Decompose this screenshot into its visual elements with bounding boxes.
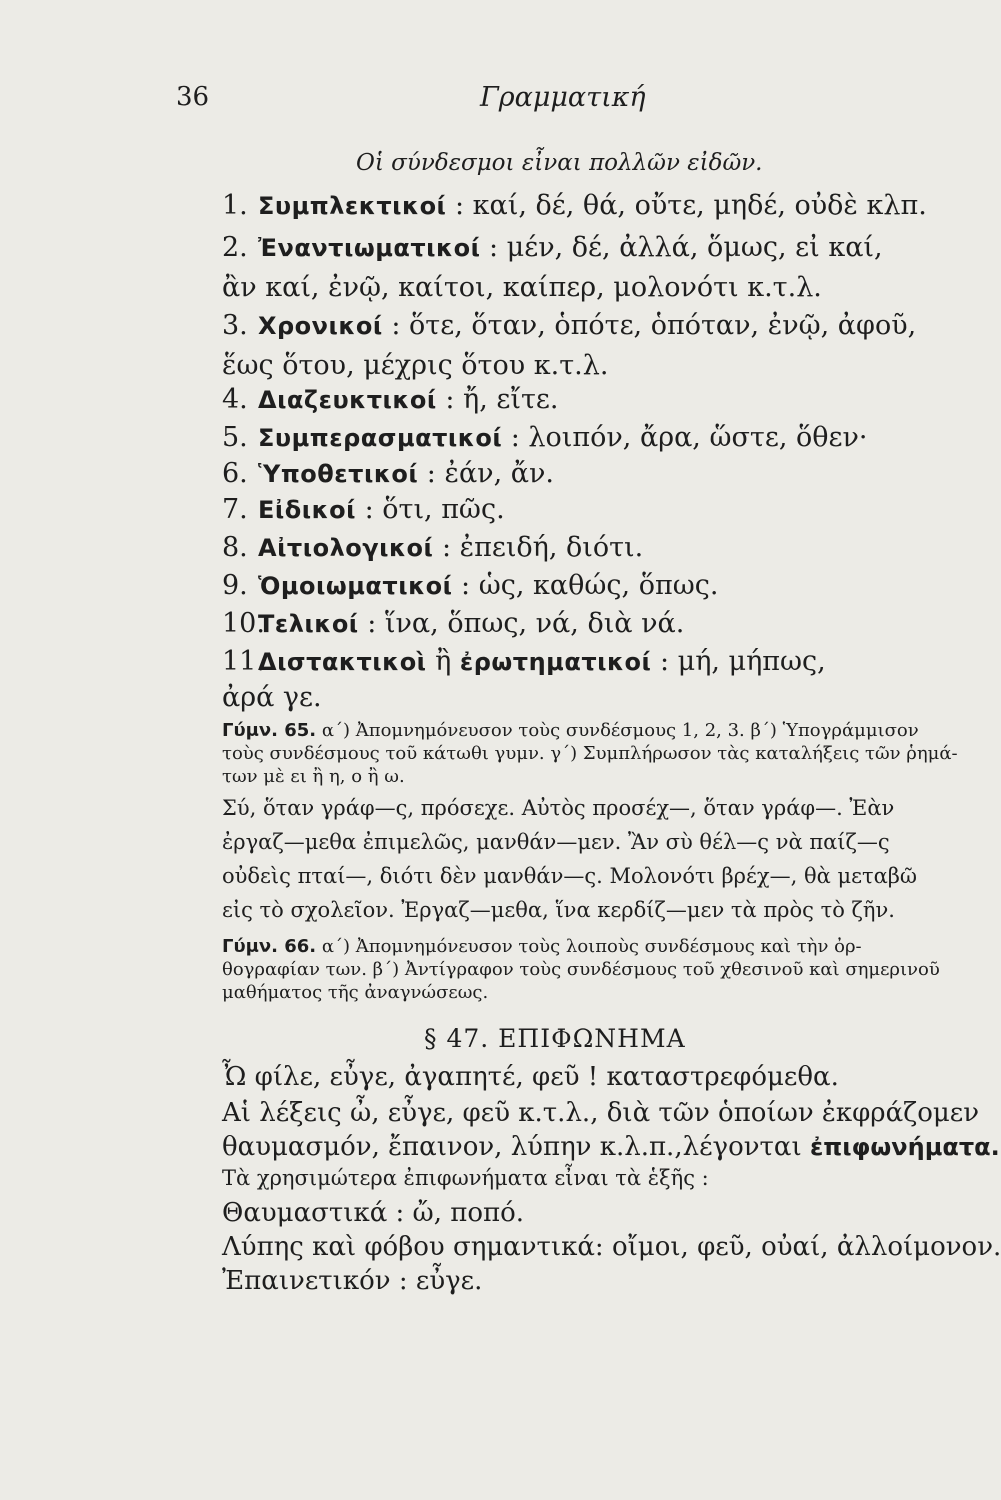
- item-term: Συμπλεκτικοί: [258, 192, 447, 220]
- body-line: [222, 1132, 1000, 1162]
- item-term-2: ἐρωτηματικοί: [459, 648, 652, 676]
- item-number: 3.: [222, 310, 248, 341]
- item-text: : μή, μήπως,: [651, 646, 826, 677]
- item-number: 4.: [222, 384, 248, 415]
- item-text: : ὡς, καθώς, ὅπως.: [452, 570, 719, 601]
- item-text: : ὅτι, πῶς.: [355, 494, 505, 525]
- item-number: 5.: [222, 422, 248, 453]
- item-number: 8.: [222, 532, 248, 563]
- exercise-label: Γύμν. 66.: [222, 936, 317, 957]
- exercise-text: α΄) Ἀπομνημόνευσον τοὺς λοιποὺς συνδέσμους καὶ τὴν ὀρ-: [316, 936, 862, 957]
- list-item: [222, 608, 684, 639]
- item-number: 6.: [222, 458, 248, 489]
- item-text: : ἐπειδή, διότι.: [433, 532, 644, 563]
- item-term: Συμπερασματικοί: [258, 424, 503, 452]
- item-text: : ὅτε, ὅταν, ὁπότε, ὁπόταν, ἐνῷ, ἀφοῦ,: [382, 310, 917, 341]
- item-term: Διστακτικοὶ: [258, 648, 427, 676]
- body-line: Αἱ λέξεις ὦ, εὖγε, φεῦ κ.τ.λ., διὰ τῶν ὁποίων ἐκφράζομεν: [222, 1098, 980, 1128]
- item-text: : ἐάν, ἄν.: [418, 458, 554, 489]
- item-term: Αἰτιολογικοί: [258, 534, 434, 562]
- emphasized-term: ἐπιφωνήματα.: [809, 1133, 1000, 1161]
- body-line: Ὦ φίλε, εὖγε, ἀγαπητέ, φεῦ ! καταστρεφόμεθα.: [222, 1062, 839, 1092]
- exercise-label: Γύμν. 65.: [222, 720, 317, 741]
- page-number: 36: [176, 82, 210, 112]
- item-text: : μέν, δέ, ἀλλά, ὅμως, εἰ καί,: [480, 232, 883, 263]
- item-term: Διαζευκτικοί: [258, 386, 437, 414]
- item-number: 10.: [222, 608, 265, 639]
- exercise-text-line: ἐργαζ—μεθα ἐπιμελῶς, μανθάν—μεν. Ἂν σὺ θέλ—ς νὰ παίζ—ς: [222, 830, 890, 854]
- item-continuation: ἀρά γε.: [222, 682, 322, 713]
- body-line: Ἐπαινετικόν : εὖγε.: [222, 1266, 483, 1296]
- subtitle: Οἱ σύνδεσμοι εἶναι πολλῶν εἰδῶν.: [356, 150, 763, 176]
- item-term: Εἰδικοί: [258, 496, 356, 524]
- item-text: : καί, δέ, θά, οὔτε, μηδέ, οὐδὲ κλπ.: [446, 190, 927, 221]
- list-item: [222, 232, 883, 263]
- exercise-text: α΄) Ἀπομνημόνευσον τοὺς συνδέσμους 1, 2, 3. β΄) Ὑπογράμμισον: [316, 720, 919, 741]
- item-term: Τελικοί: [258, 610, 359, 638]
- list-item: [222, 494, 505, 525]
- exercise-66-line: μαθήματος τῆς ἀναγνώσεως.: [222, 982, 489, 1003]
- exercise-65-line: τοὺς συνδέσμους τοῦ κάτωθι γυμν. γ΄) Συμπλήρωσον τὰς καταλήξεις τῶν ῥημά-: [222, 743, 958, 764]
- list-item: [222, 422, 868, 453]
- exercise-66-line: [222, 936, 862, 957]
- body-line: Θαυμαστικά : ὤ, ποπό.: [222, 1198, 525, 1228]
- item-number: 1.: [222, 190, 248, 221]
- item-term: Ἐναντιωματικοί: [258, 234, 481, 262]
- item-text: ἢ: [426, 646, 460, 677]
- body-text: θαυμασμόν, ἔπαινον, λύπην κ.λ.π.,λέγονται: [222, 1132, 810, 1162]
- list-item: [222, 570, 718, 601]
- item-term: Ὁμοιωματικοί: [258, 572, 453, 600]
- list-item: [222, 532, 643, 563]
- list-item: [222, 190, 927, 221]
- item-continuation: ἂν καί, ἐνῷ, καίτοι, καίπερ, μολονότι κ.τ.λ.: [222, 272, 822, 303]
- item-text: : ἤ, εἴτε.: [436, 384, 559, 415]
- exercise-65-line: [222, 720, 919, 741]
- item-number: 2.: [222, 232, 248, 263]
- item-text: : λοιπόν, ἄρα, ὥστε, ὅθεν·: [502, 422, 868, 453]
- exercise-65-line: των μὲ ει ἢ η, ο ἢ ω.: [222, 766, 405, 787]
- item-text: : ἵνα, ὅπως, νά, διὰ νά.: [358, 608, 685, 639]
- item-term: Ὑποθετικοί: [258, 460, 419, 488]
- list-item: [222, 458, 554, 489]
- item-continuation: ἕως ὅτου, μέχρις ὅτου κ.τ.λ.: [222, 350, 609, 381]
- item-number: 9.: [222, 570, 248, 601]
- list-item: [222, 310, 916, 341]
- item-number: 11.: [222, 646, 265, 677]
- exercise-66-line: θογραφίαν των. β΄) Ἀντίγραφον τοὺς συνδέσμους τοῦ χθεσινοῦ καὶ σημερινοῦ: [222, 959, 940, 980]
- list-item: [222, 646, 826, 677]
- section-title: § 47. ΕΠΙΦΩΝΗΜΑ: [424, 1024, 686, 1053]
- item-number: 7.: [222, 494, 248, 525]
- item-term: Χρονικοί: [258, 312, 383, 340]
- exercise-text-line: οὐδεὶς πταί—, διότι δὲν μανθάν—ς. Μολονότι βρέχ—, θὰ μεταβῶ: [222, 864, 918, 888]
- exercise-text-line: Σύ, ὅταν γράφ—ς, πρόσεχε. Αὐτὸς προσέχ—, ὅταν γράφ—. Ἐὰν: [222, 796, 895, 820]
- body-line: Τὰ χρησιμώτερα ἐπιφωνήματα εἶναι τὰ ἑξῆς :: [222, 1166, 709, 1190]
- running-title: Γραμματική: [480, 82, 646, 113]
- exercise-text-line: εἰς τὸ σχολεῖον. Ἐργαζ—μεθα, ἵνα κερδίζ—μεν τὰ πρὸς τὸ ζῆν.: [222, 898, 895, 922]
- body-line: Λύπης καὶ φόβου σημαντικά: οἴμοι, φεῦ, οὐαί, ἀλλοίμονον.: [222, 1232, 1001, 1262]
- list-item: [222, 384, 558, 415]
